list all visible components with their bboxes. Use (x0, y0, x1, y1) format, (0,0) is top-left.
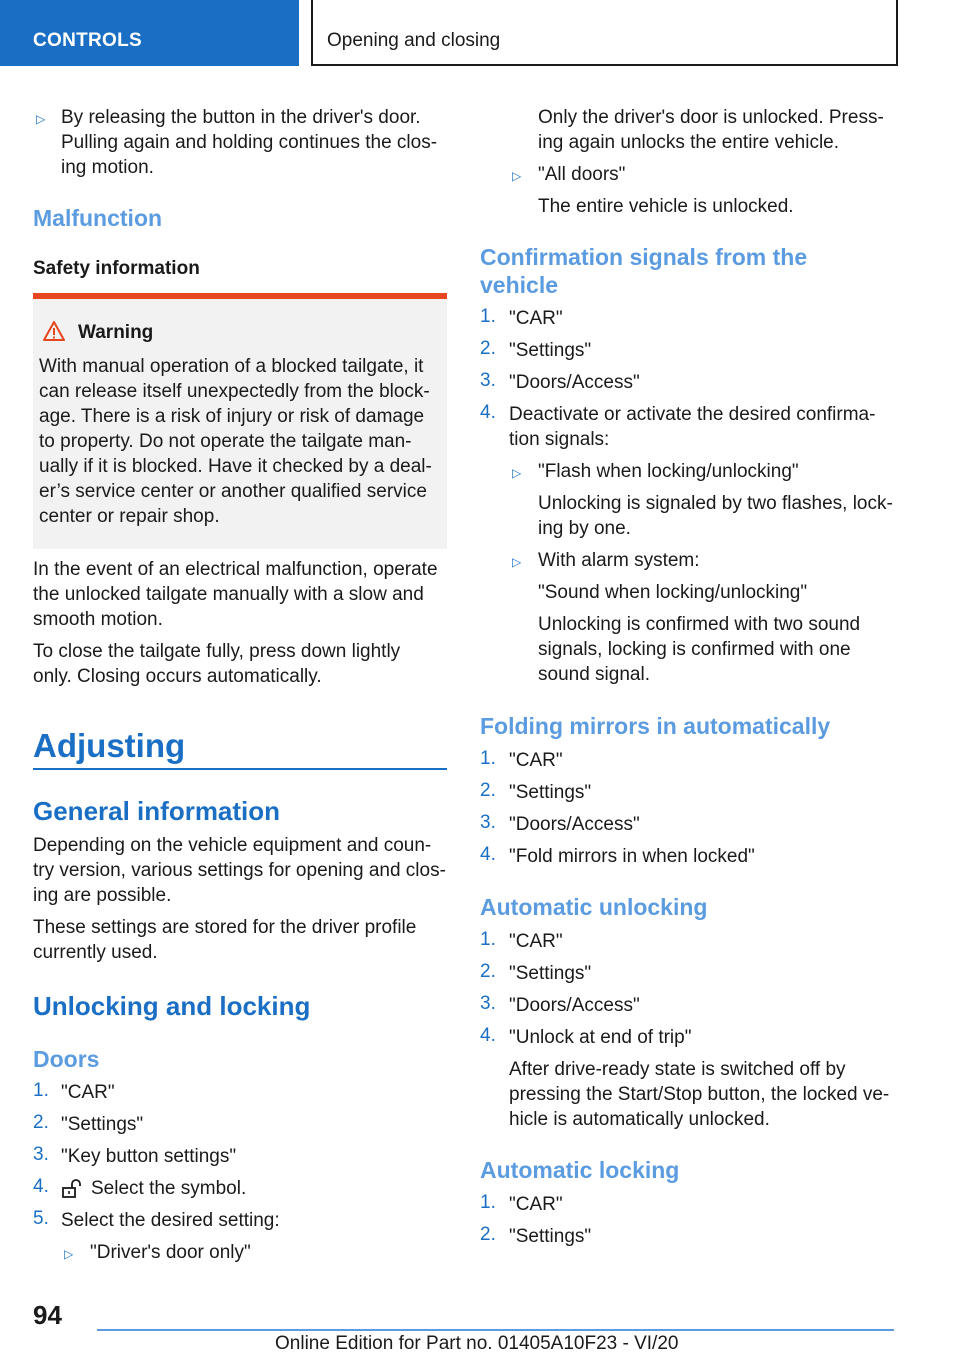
step-text: Select the symbol. (91, 1178, 247, 1199)
paragraph: ing by one. (538, 518, 631, 539)
step-number: 4. (480, 1025, 496, 1046)
paragraph: ing are possible. (33, 885, 172, 906)
paragraph: smooth motion. (33, 609, 163, 630)
heading-doors: Doors (33, 1046, 100, 1072)
paragraph: pressing the Start/Stop button, the locked ve- (509, 1084, 890, 1105)
warning-text: er’s service center or another qualified service (39, 481, 427, 502)
step-number: 1. (480, 748, 496, 769)
step-text: tion signals: (509, 429, 610, 450)
warning-text: can release itself unexpectedly from the block- (39, 381, 430, 402)
paragraph: After drive-ready state is switched off by (509, 1059, 846, 1080)
step-text: "Settings" (509, 340, 592, 361)
warning-text: age. There is a risk of injury or risk of damage (39, 406, 425, 427)
paragraph: To close the tailgate fully, press down lightly (33, 641, 401, 662)
chapter-header (311, 0, 898, 66)
step-number: 4. (33, 1176, 49, 1197)
step-text: "Doors/Access" (509, 995, 640, 1016)
paragraph: hicle is automatically unlocked. (509, 1109, 770, 1130)
section-label: CONTROLS (33, 30, 143, 51)
step-text: "Unlock at end of trip" (509, 1027, 692, 1048)
heading-confirmation-signals: vehicle (480, 272, 558, 298)
step-text: "Fold mirrors in when locked" (509, 846, 755, 867)
paragraph: signals, locking is confirmed with one (538, 639, 851, 660)
heading-automatic-locking: Automatic locking (480, 1157, 680, 1183)
step-number: 2. (480, 338, 496, 359)
bullet-text: ing motion. (61, 157, 154, 178)
heading-adjusting: Adjusting (33, 727, 186, 764)
paragraph: currently used. (33, 942, 158, 963)
heading-safety-information: Safety information (33, 258, 200, 279)
bullet-text: Pulling again and holding continues the clos- (61, 132, 438, 153)
heading-automatic-unlocking: Automatic unlocking (480, 894, 708, 920)
step-number: 3. (480, 370, 496, 391)
footer-edition: Online Edition for Part no. 01405A10F23 - VI/20 (275, 1333, 679, 1354)
chapter-title: Opening and closing (327, 30, 501, 51)
step-text: "CAR" (509, 750, 563, 771)
page-number: 94 (33, 1300, 62, 1330)
step-number: 4. (480, 402, 496, 423)
step-text: "CAR" (509, 931, 563, 952)
step-number: 2. (480, 780, 496, 801)
step-text: "Settings" (509, 782, 592, 803)
triangle-right-icon: ▷ (512, 466, 522, 480)
step-number: 2. (480, 1224, 496, 1245)
step-number: 1. (480, 1192, 496, 1213)
step-text: "CAR" (509, 1194, 563, 1215)
step-text: "Settings" (61, 1114, 144, 1135)
paragraph: Depending on the vehicle equipment and coun- (33, 835, 432, 856)
bullet-text: "Driver's door only" (90, 1242, 251, 1263)
footer-rule (97, 1329, 894, 1331)
step-text: "Settings" (509, 1226, 592, 1247)
paragraph: try version, various settings for opening and clos- (33, 860, 446, 881)
step-text: "CAR" (509, 308, 563, 329)
warning-text: With manual operation of a blocked tailgate, it (39, 356, 424, 377)
step-number: 1. (480, 306, 496, 327)
step-number: 3. (480, 812, 496, 833)
warning-text: to property. Do not operate the tailgate man- (39, 431, 412, 452)
step-text: "Key button settings" (61, 1146, 237, 1167)
bullet-text: "All doors" (538, 164, 626, 185)
step-number: 1. (480, 929, 496, 950)
bullet-text: With alarm system: (538, 550, 700, 571)
paragraph: Unlocking is confirmed with two sound (538, 614, 861, 635)
bullet-text: By releasing the button in the driver's door. (61, 107, 421, 128)
paragraph: Unlocking is signaled by two flashes, lock- (538, 493, 893, 514)
section-tab (0, 0, 299, 66)
paragraph: ing again unlocks the entire vehicle. (538, 132, 840, 153)
paragraph: only. Closing occurs automatically. (33, 666, 322, 687)
step-text: "Doors/Access" (509, 814, 640, 835)
heading-confirmation-signals: Confirmation signals from the (480, 244, 808, 270)
warning-text: ually if it is blocked. Have it checked by a deal- (39, 456, 432, 477)
paragraph: Only the driver's door is unlocked. Press- (538, 107, 884, 128)
triangle-right-icon: ▷ (512, 555, 522, 569)
paragraph: These settings are stored for the driver profile (33, 917, 417, 938)
step-number: 3. (480, 993, 496, 1014)
step-text: "Doors/Access" (509, 372, 640, 393)
step-number: 2. (33, 1112, 49, 1133)
step-number: 2. (480, 961, 496, 982)
heading-general-information: General information (33, 796, 281, 826)
heading-unlocking-and-locking: Unlocking and locking (33, 991, 311, 1021)
paragraph: the unlocked tailgate manually with a slow and (33, 584, 424, 605)
heading-rule (33, 768, 447, 770)
step-number: 3. (33, 1144, 49, 1165)
paragraph: sound signal. (538, 664, 650, 685)
step-text: "Settings" (509, 963, 592, 984)
unlock-icon (61, 1178, 83, 1200)
heading-folding-mirrors: Folding mirrors in automatically (480, 713, 831, 739)
step-text: Select the desired setting: (61, 1210, 280, 1231)
paragraph: The entire vehicle is unlocked. (538, 196, 794, 217)
warning-title: Warning (78, 322, 154, 343)
paragraph: "Sound when locking/unlocking" (538, 582, 808, 603)
step-number: 1. (33, 1080, 49, 1101)
step-text: "CAR" (61, 1082, 115, 1103)
triangle-right-icon: ▷ (64, 1247, 74, 1261)
step-number: 4. (480, 844, 496, 865)
paragraph: In the event of an electrical malfunction, operate (33, 559, 438, 580)
triangle-right-icon: ▷ (512, 169, 522, 183)
warning-triangle-icon (42, 320, 66, 342)
step-text: Deactivate or activate the desired confirma- (509, 404, 876, 425)
heading-malfunction: Malfunction (33, 205, 163, 231)
step-number: 5. (33, 1208, 49, 1229)
bullet-text: "Flash when locking/unlocking" (538, 461, 799, 482)
triangle-right-icon: ▷ (36, 112, 46, 126)
warning-text: center or repair shop. (39, 506, 220, 527)
